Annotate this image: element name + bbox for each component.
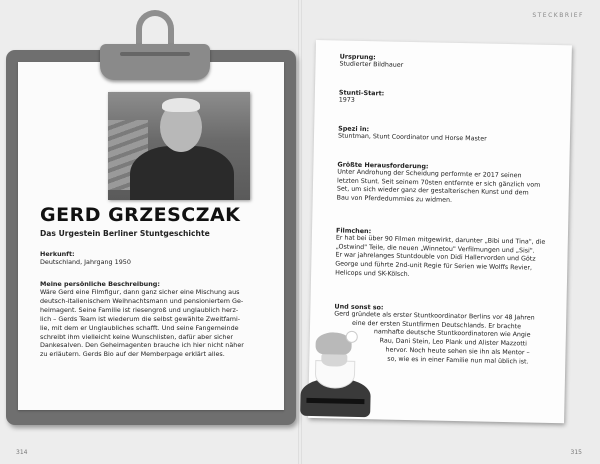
herausforderung-label: Größte Herausforderung: xyxy=(337,160,429,171)
santa-illustration xyxy=(300,332,374,417)
herkunft-section xyxy=(40,250,284,267)
filmchen-line: Er war jahrelanges Stuntdouble von Didi Hallervorden und Götz xyxy=(335,251,536,264)
ursprung-value: Studierter Bildhauer xyxy=(339,60,404,69)
sonst-line: Gerd gründete als erster Stuntkoordinator Berlins vor 48 Jahren xyxy=(334,310,535,322)
profile-name: GERD GRZESCZAK xyxy=(40,204,241,226)
beschreibung-line: Dankesalven. Den Geheimagenten brauche ich hier nicht näher xyxy=(40,341,244,350)
sonst-line: namhafte deutsche Stuntkoordinatoren wie Angie xyxy=(373,328,531,339)
page-number-right: 315 xyxy=(570,449,582,456)
herausforderung-line: Unter Androhung der Scheidung performte er 2017 seinen xyxy=(337,168,522,180)
beschreibung-line: zu erläutern. Gerds Bio auf der Memberpage erklärt alles. xyxy=(40,350,225,359)
spezi-section xyxy=(338,124,550,145)
sonst-label: Und sonst so: xyxy=(334,302,384,312)
start-label: Stunti-Start: xyxy=(338,88,385,98)
info-sheet xyxy=(308,40,572,423)
clipboard-clip-ring-icon xyxy=(136,10,174,46)
beschreibung-section xyxy=(40,280,284,359)
ursprung-section xyxy=(339,52,551,73)
beschreibung-line: deutsch-italienischem Weihnachtsmann und pensioniertem Ge- xyxy=(40,296,244,305)
sonst-line: hervor. Noch heute sehen sie ihn als Mentor – xyxy=(385,346,530,357)
filmchen-line: Er hat bei über 90 Filmen mitgewirkt, darunter „Bibi und Tina", die xyxy=(335,234,546,246)
spezi-label: Spezi in: xyxy=(338,124,370,134)
start-section xyxy=(339,88,551,109)
page-number-left: 314 xyxy=(16,449,28,456)
portrait-photo xyxy=(108,92,250,200)
filmchen-line: „Ostwind" Teile, die neuen „Winnetou" Verfilmungen und „Sisi". xyxy=(335,243,535,255)
beschreibung-line: lich – Gerds Team ist wiederum die selbst gewählte Zweitfami- xyxy=(40,314,241,323)
beschreibung-line: lie, mit dem er Unglaubliches schafft. Und seine Fangemeinde xyxy=(40,323,239,332)
sonst-line: Rau, Dani Stein, Leo Plank und Alister Mazzotti xyxy=(379,337,528,348)
filmchen-section xyxy=(335,226,548,282)
beschreibung-label: Meine persönliche Beschreibung: xyxy=(40,280,160,288)
clipboard-clip-icon xyxy=(100,44,210,80)
start-value: 1973 xyxy=(338,96,355,104)
profile-subtitle: Das Urgestein Berliner Stuntgeschichte xyxy=(40,229,210,238)
herkunft-label: Herkunft: xyxy=(40,250,75,258)
beschreibung-line: Wäre Gerd eine Filmfigur, dann ganz sicher eine Mischung aus xyxy=(40,288,240,296)
herausforderung-line: Set, um sich wieder ganz der gestalterischen Kunst und dem xyxy=(336,185,529,197)
beschreibung-line: schreibt ihm vielleicht keine Wunschlisten, dafür aber sicher xyxy=(40,332,234,341)
filmchen-line: Helicops und SK-Kölsch. xyxy=(335,269,410,278)
sonst-line: so, wie es in einer Familie nun mal üblich ist. xyxy=(387,355,529,366)
filmchen-line: George und führte 2nd-unit Regie für Serien wie Wolffs Revier, xyxy=(335,260,533,272)
sonst-line: eine der ersten Stuntfirmen Deutschlands. Er brachte xyxy=(352,319,522,331)
beschreibung-line: heimagent. Seine Familie ist riesengroß und unglaublich herz- xyxy=(40,305,239,314)
herausforderung-section xyxy=(337,160,550,207)
ursprung-label: Ursprung: xyxy=(339,52,376,62)
spezi-value: Stuntman, Stunt Coordinator und Horse Master xyxy=(337,132,487,143)
filmchen-label: Filmchen: xyxy=(335,226,372,236)
herausforderung-line: letzten Stunt. Seit seinem 70sten entfernte er sich gänzlich vom xyxy=(336,177,541,189)
herausforderung-line: Bau von Pferdedummies zu widmen. xyxy=(336,194,453,204)
section-stamp: STECKBRIEF xyxy=(532,12,584,19)
herkunft-value: Deutschland, Jahrgang 1950 xyxy=(40,258,131,266)
